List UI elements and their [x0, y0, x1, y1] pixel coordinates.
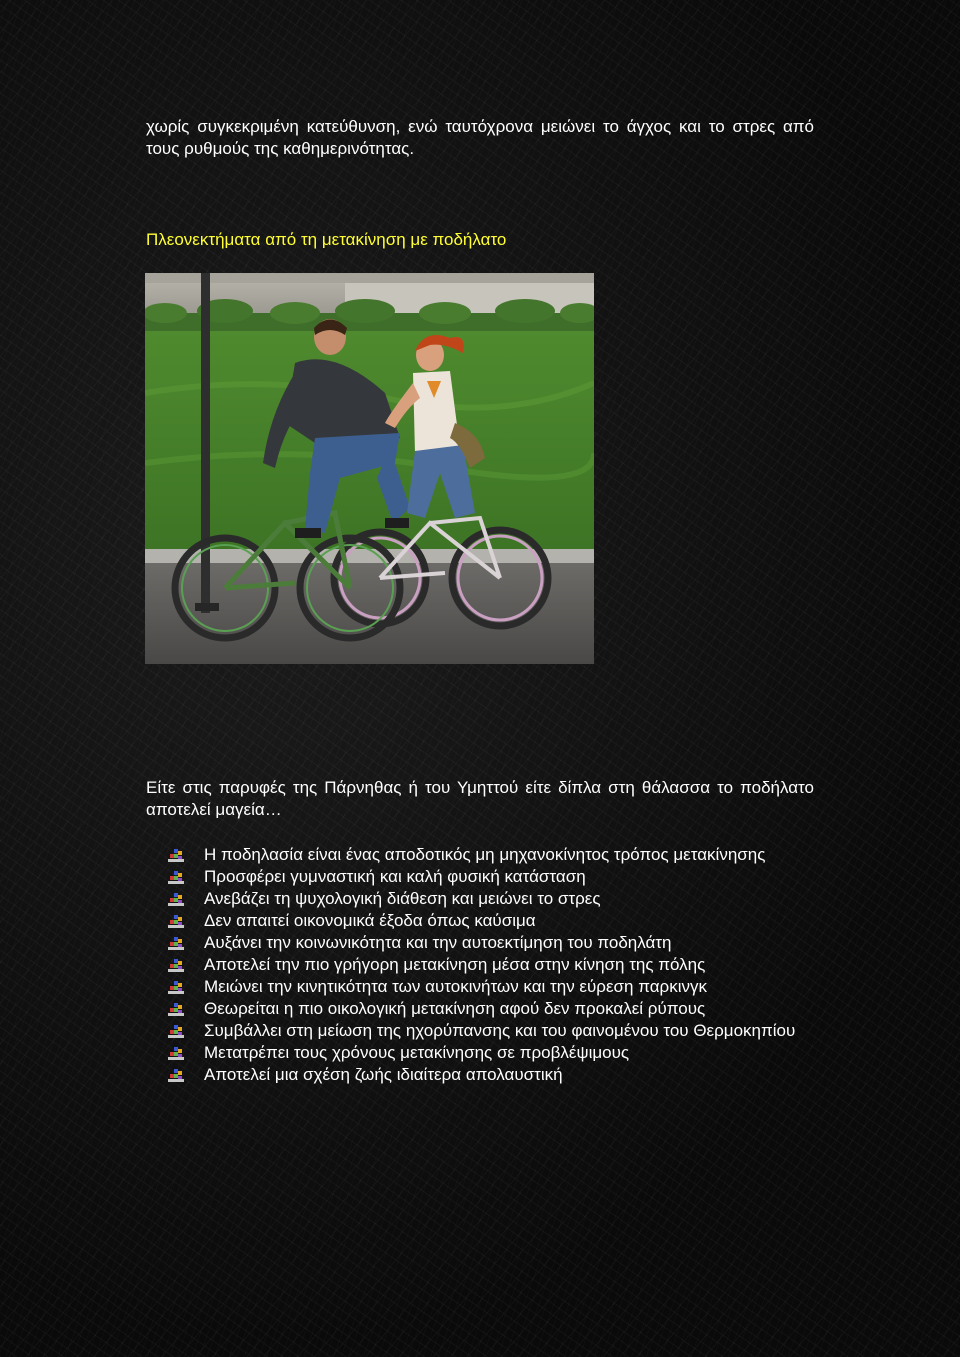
list-item-text: Δεν απαιτεί οικονομικά έξοδα όπως καύσιμα [204, 911, 536, 930]
bullet-icon [168, 959, 186, 973]
list-item [168, 932, 814, 954]
list-item [168, 998, 814, 1020]
list-item [168, 910, 814, 932]
list-item-text: Ανεβάζει τη ψυχολογική διάθεση και μειώνει το στρες [204, 889, 601, 908]
bullet-icon [168, 915, 186, 929]
bullet-icon [168, 937, 186, 951]
bullet-icon [168, 981, 186, 995]
list-item-text: Προσφέρει γυμναστική και καλή φυσική κατάσταση [204, 867, 586, 886]
bullet-icon [168, 1069, 186, 1083]
list-item [168, 1020, 814, 1042]
intro-paragraph: χωρίς συγκεκριμένη κατεύθυνση, ενώ ταυτόχρονα μειώνει το άγχος και το στρες από τους ρυθμούς της καθημερινότητας. [146, 117, 814, 158]
benefits-list [168, 844, 814, 1086]
bullet-icon [168, 871, 186, 885]
cyclists-photo [145, 273, 594, 664]
list-item [168, 1042, 814, 1064]
bullet-icon [168, 849, 186, 863]
list-item-text: Θεωρείται η πιο οικολογική μετακίνηση αφού δεν προκαλεί ρύπους [204, 999, 706, 1018]
list-item-text: Αποτελεί την πιο γρήγορη μετακίνηση μέσα στην κίνηση της πόλης [204, 955, 706, 974]
magic-paragraph: Είτε στις παρυφές της Πάρνηθας ή του Υμηττού είτε δίπλα στη θάλασσα το ποδήλατο αποτελεί μαγεία… [146, 778, 814, 819]
list-item [168, 844, 814, 866]
bullet-icon [168, 1003, 186, 1017]
list-item [168, 866, 814, 888]
section-heading: Πλεονεκτήματα από τη μετακίνηση με ποδήλατο [146, 230, 507, 249]
list-item [168, 976, 814, 998]
bullet-icon [168, 893, 186, 907]
list-item-text: Αυξάνει την κοινωνικότητα και την αυτοεκτίμηση του ποδηλάτη [204, 933, 672, 952]
bullet-icon [168, 1047, 186, 1061]
list-item [168, 954, 814, 976]
list-item-text: Αποτελεί μια σχέση ζωής ιδιαίτερα απολαυστική [204, 1065, 563, 1084]
list-item-text: Συμβάλλει στη μείωση της ηχορύπανσης και του φαινομένου του Θερμοκηπίου [204, 1021, 796, 1040]
list-item-text: Μετατρέπει τους χρόνους μετακίνησης σε προβλέψιμους [204, 1043, 630, 1062]
list-item-text: Η ποδηλασία είναι ένας αποδοτικός μη μηχανοκίνητος τρόπος μετακίνησης [204, 845, 766, 864]
bullet-icon [168, 1025, 186, 1039]
list-item [168, 1064, 814, 1086]
list-item-text: Μειώνει την κινητικότητα των αυτοκινήτων και την εύρεση παρκινγκ [204, 977, 707, 996]
list-item [168, 888, 814, 910]
